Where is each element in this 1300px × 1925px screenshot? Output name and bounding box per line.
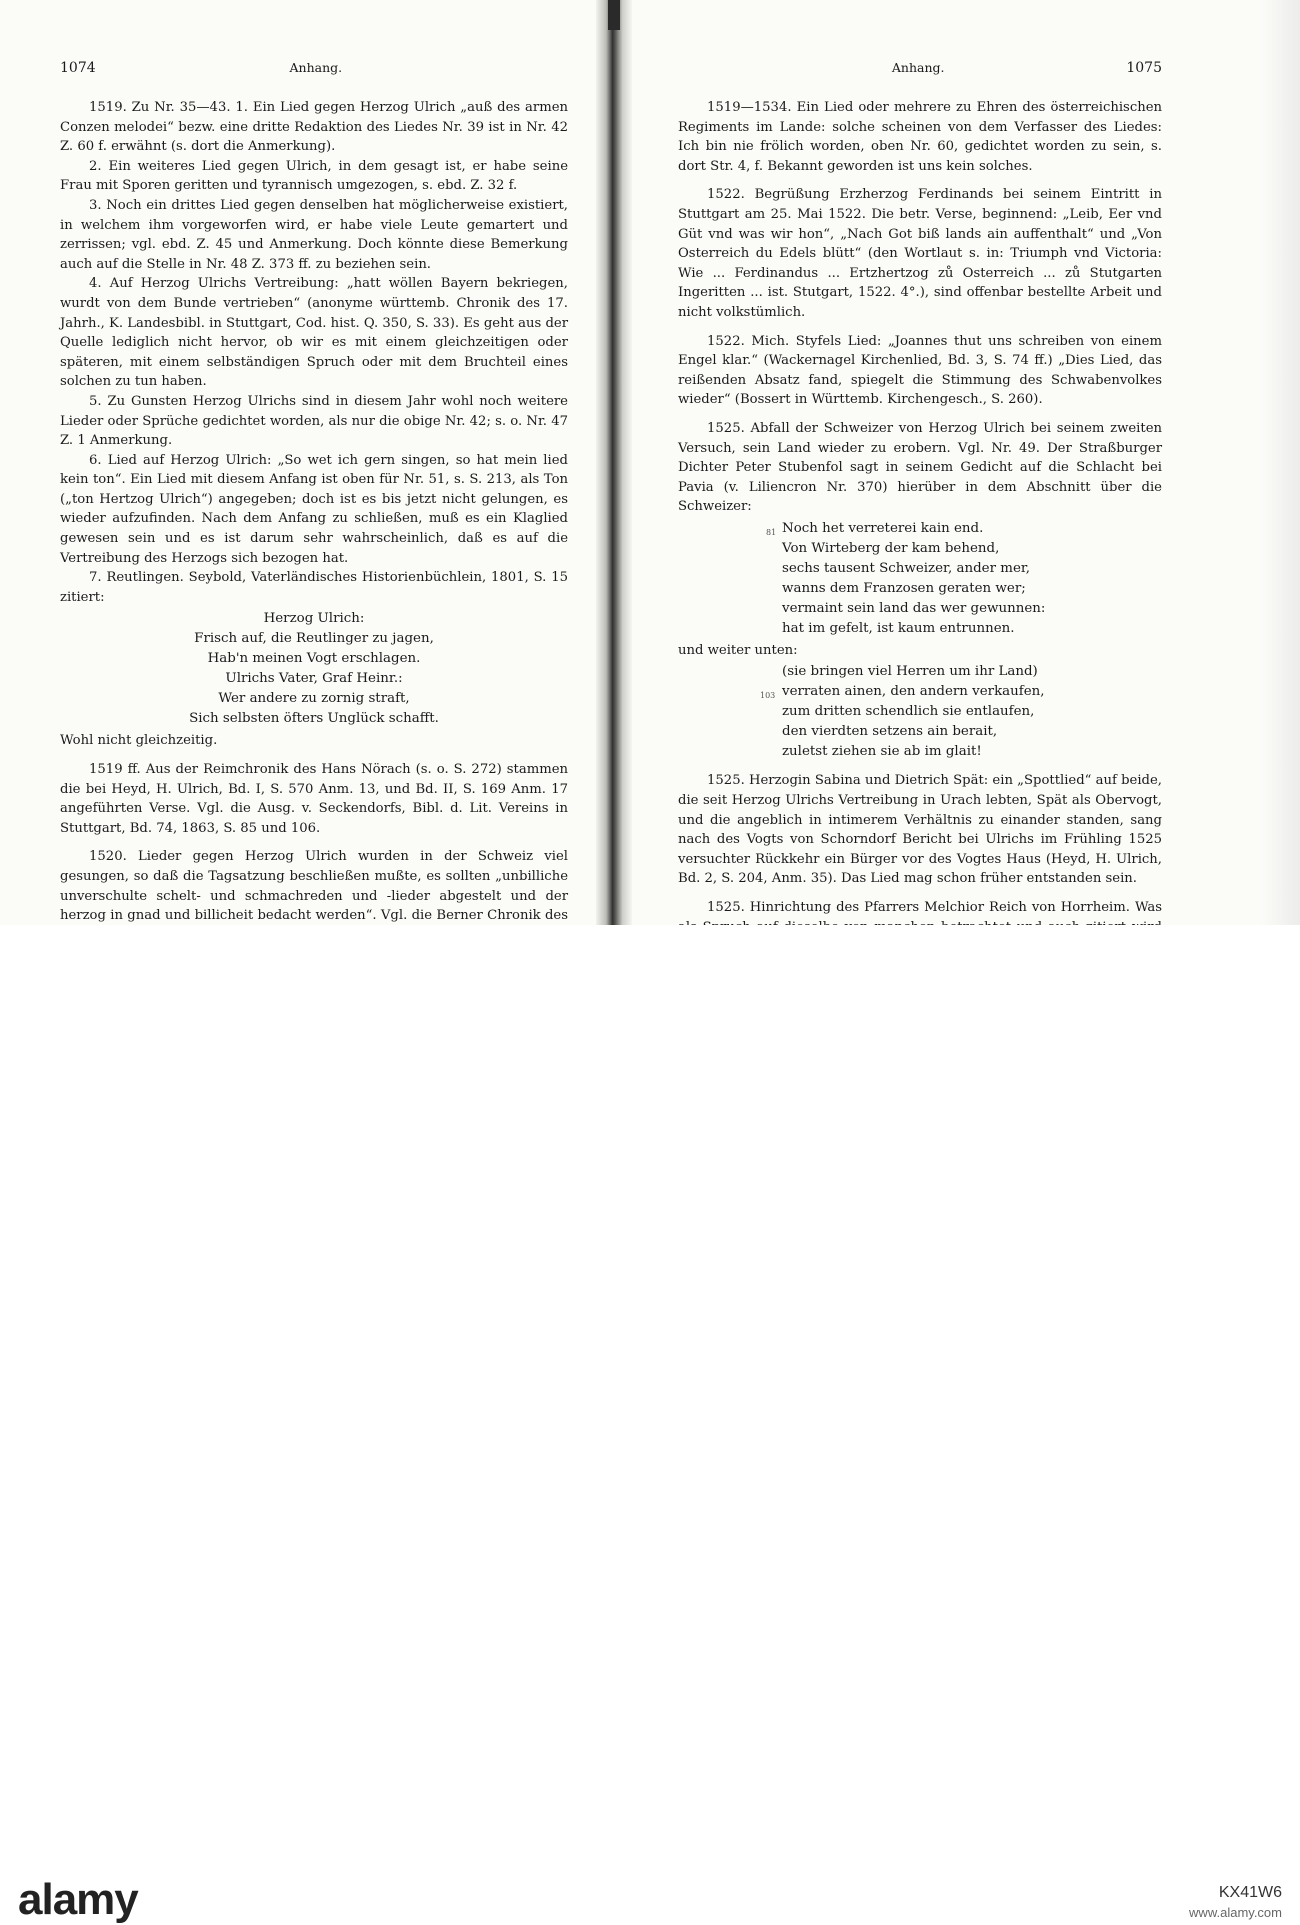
right-page [678,58,1162,976]
gutter-shadow [608,0,620,30]
page-edge [1262,0,1300,925]
verse-speaker: Ulrichs Vater, Graf Heinr.: [225,671,403,687]
verse-stubenfol-1 [678,519,1162,639]
scanned-book-spread [0,0,1300,925]
paragraph-1525-c: 1525. Hinrichtung des Pfarrers Melchior Reich von Horrheim. Was [707,900,1162,916]
verse-speaker: Herzog Ulrich: [263,611,365,627]
verse-line: Wer andere zu zornig straft, [218,691,410,707]
verse-line: sechs tausent Schweizer, ander mer, [782,560,1031,576]
verse-line: den vierdten setzens ain berait, [782,724,998,740]
watermark-logo: alamy [18,1875,138,1924]
paragraph-between: und weiter unten: [678,642,798,658]
paragraph-1525-b: 1525. Herzogin Sabina und Dietrich Spät: ein „Spottlied“ auf beide, die seit Herzog Ulrichs Vertreibung in Urach lebten, Spät als Obervogt, und die angeblich in intimerem Verhältnis zu einander standen, sang nach des Vogts von Schorndorf Bericht bei Ulrichs im Frühling 1525 versuchter Rückkehr ein Bürger vor des Vogtes Haus (Heyd, H. Ulrich, Bd. 2, S. 204, Anm. 35). Das Lied mag schon früher entstanden sein. [678,773,1162,887]
verse-line-number: 81 [766,527,777,537]
verse-line: (sie bringen viel Herren um ihr Land) [782,664,1038,680]
left-running-head: Anhang. [289,60,343,75]
book-gutter [596,0,632,925]
paragraph-1519-1534: 1519—1534. Ein Lied oder mehrere zu Ehren des österreichischen Regiments im Lande: solche scheinen von dem Verfasser des Liedes: Ich bin nie frölich worden, oben Nr. 60, gedichtet worden zu sein, s. dort Str. 4, f. Bekannt geworden ist uns kein solches. [678,100,1162,174]
left-page [60,58,568,965]
verse-line: Frisch auf, die Reutlinger zu jagen, [194,631,434,647]
right-page-number: 1075 [1126,60,1162,76]
verse-stubenfol-2 [678,662,1162,762]
paragraph-1522-b: 1522. Mich. Styfels Lied: „Joannes thut uns schreiben von einem Engel klar.“ (Wackernagel Kirchenlied, Bd. 3, S. 74 ff.) „Dies Lied, das reißenden Absatz fand, spiegelt die Stimmung des Schwabenvolkes wieder“ (Bossert in Württemb. Kirchengesch., S. 260). [678,333,1162,408]
paragraph-1520: 1520. Lieder gegen Herzog Ulrich wurden in der Schweiz viel gesungen, so daß die Tagsatzung beschließen mußte, es sollten „unbilliche unverschulte schelt- und schmachreden und -lieder abgestelt und der herzog in gnad und billicheit bedacht werden“. Vgl. die Berner Chronik des [60,849,568,924]
paragraph-1525-a: 1525. Abfall der Schweizer von Herzog Ulrich bei seinem zweiten Versuch, sein Land wieder zu erobern. Vgl. Nr. 49. Der Straßburger Dichter Peter Stubenfol sagt in seinem Gedicht auf die Schlacht bei Pavia (v. Liliencron Nr. 370) hierüber in dem Abschnitt über die Schweizer: [678,420,1162,515]
verse-line: vermaint sein land das wer gewunnen: [782,600,1046,616]
paragraph-1522-a: 1522. Begrüßung Erzherzog Ferdinands bei seinem Eintritt in Stuttgart am 25. Mai 1522. Die betr. Verse, beginnend: „Leib, Eer vnd Güt vnd was wir hon“, „Nach Got biß lands ain auffenthalt“ und „Von Osterreich du Edels blütt“ (den Wortlaut s. in: Triumph vnd Victoria: Wie ... Ferdinandus ... Ertzhertzog zů Osterreich ... zů Stutgarten Ingeritten ... ist. Stutgart, 1522. 4°.), sind offenbar bestellte Arbeit und nicht volkstümlich. [678,187,1162,320]
image-id: KX41W6 [1218,1884,1282,1901]
left-page-number: 1074 [60,60,96,76]
verse-line: zum dritten schendlich sie entlaufen, [782,704,1035,720]
verse-line: Von Wirteberg der kam behend, [782,540,1000,556]
watermark-url: www.alamy.com [1189,1905,1282,1920]
verse-line: 81 Noch het verreterei kain end. [782,519,1162,539]
verse-line-number: 103 [760,691,776,701]
verse-line: wanns dem Franzosen geraten wer; [782,580,1026,596]
verse-herzog-ulrich [60,609,568,729]
watermark-info [1189,1883,1282,1923]
verse-line: hat im gefelt, ist kaum entrunnen. [782,620,1015,636]
right-running-head: Anhang. [891,60,945,75]
verse-line: zuletst ziehen sie ab im glait! [782,744,982,760]
paragraph-1519-5: 5. Zu Gunsten Herzog Ulrichs sind in diesem Jahr wohl noch weitere Lieder oder Sprüche gedichtet worden, als nur die obige Nr. 42; s. o. Nr. 47 Z. 1 Anmerkung. [60,393,568,449]
paragraph-1519-4: 4. Auf Herzog Ulrichs Vertreibung: „hatt wöllen Bayern bekriegen, wurdt von dem Bunde vertrieben“ (anonyme württemb. Chronik des 17. Jahrh., K. Landesbibl. in Stuttgart, Cod. hist. Q. 350, S. 33). Es geht aus der Quelle lediglich nicht hervor, ob wir es mit einem gleichzeitigen oder späteren, mit einem selbständigen Spruch oder mit dem Bruchteil eines solchen zu tun haben. [60,276,568,390]
verse-line: Sich selbsten öfters Unglück schafft. [189,711,439,727]
paragraph-1519-7: 7. Reutlingen. Seybold, Vaterländisches Historienbüchlein, 1801, S. 15 zitiert: [60,570,568,605]
left-page-header [60,58,568,78]
paragraph-1519-6: 6. Lied auf Herzog Ulrich: „So wet ich gern singen, so hat mein lied kein ton“. Ein Lied mit diesem Anfang ist oben für Nr. 51, s. S. 213, als Ton („ton Hertzog Ulrich“) angegeben; doch ist es bis jetzt nicht gelungen, es wieder aufzufinden. Nach dem Anfang zu schließen, muß es ein Klaglied gewesen sein und es ist darum sehr wahrscheinlich, daß es auf die Vertreibung des Herzogs sich bezogen hat. [60,452,568,566]
paragraph-1519ff: 1519 ff. Aus der Reimchronik des Hans Nörach (s. o. S. 272) stammen die bei Heyd, H. Ulrich, Bd. I, S. 570 Anm. 13, und Bd. II, S. 169 Anm. 17 angeführten Verse. Vgl. die Ausg. v. Seckendorfs, Bibl. d. Lit. Vereins in Stuttgart, Bd. 74, 1863, S. 85 und 106. [60,762,568,836]
right-page-header [678,58,1162,78]
paragraph-1519-3: 3. Noch ein drittes Lied gegen denselben hat möglicherweise existiert, in welchem ihm vorgeworfen wird, er habe viele Leute gemartert und zerrissen; vgl. ebd. Z. 45 und Anmerkung. Doch könnte diese Bemerkung auch auf die Stelle in Nr. 48 Z. 373 ff. zu beziehen sein. [60,197,568,272]
paragraph-1519-1: 1519. Zu Nr. 35—43. 1. Ein Lied gegen Herzog Ulrich „auß des armen Conzen melodei“ bezw. eine dritte Redaktion des Liedes Nr. 39 ist in Nr. 42 Z. 60 f. erwähnt (s. dort die Anmerkung). [60,100,568,155]
paragraph-note: Wohl nicht gleichzeitig. [60,733,218,749]
paragraph-1519-2: 2. Ein weiteres Lied gegen Ulrich, in dem gesagt ist, er habe seine Frau mit Sporen geritten und tyrannisch umgezogen, s. ebd. Z. 32 f. [60,158,568,194]
verse-line: 103 verraten ainen, den andern verkaufen, [782,682,1162,702]
watermark-band [0,925,1300,1924]
verse-line: Hab'n meinen Vogt erschlagen. [207,651,421,667]
